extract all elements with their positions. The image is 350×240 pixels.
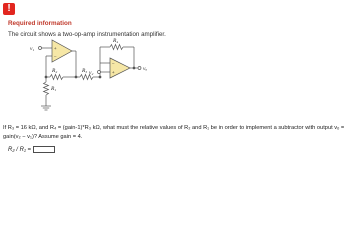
resistor-r2 <box>50 75 63 80</box>
opamp1-plus-sign: + <box>53 47 57 52</box>
v1-terminal <box>39 47 42 50</box>
intro-text: The circuit shows a two-op-amp instrumentation amplifier. <box>8 31 166 38</box>
opamp1-minus-sign: − <box>53 55 57 60</box>
alert-icon: ! <box>3 3 15 15</box>
r3-label: R₃ <box>82 68 88 74</box>
opamp2-minus-sign: − <box>111 62 115 67</box>
circuit-diagram <box>0 36 150 122</box>
opamp2-plus-sign: + <box>111 71 115 76</box>
r2-label: R₂ <box>52 68 58 74</box>
answer-input[interactable] <box>33 146 55 153</box>
v2-terminal <box>98 71 101 74</box>
r4-label: R₄ <box>113 38 119 44</box>
v1-label: v₁ <box>30 46 35 52</box>
ground-icon <box>41 106 51 110</box>
node-output <box>133 67 135 69</box>
vo-label: vₒ <box>143 66 148 72</box>
question-text: If R₃ = 16 kΩ, and R₄ = (gain-1)*R₃ kΩ, what must the relative values of R₂ and R₁ be in order to implement a subtractor with output vₒ = gain(v₂ − v₁)? Assume gain = 4. <box>3 125 345 140</box>
r1-label: R₁ <box>51 86 57 92</box>
v2-label: v₂ <box>89 70 94 76</box>
answer-label: R₂ / R₁ = <box>8 146 32 153</box>
section-title: Required information <box>8 20 72 27</box>
resistor-r1 <box>44 82 49 95</box>
answer-row <box>8 146 55 153</box>
vo-terminal <box>138 67 141 70</box>
resistor-r4 <box>110 45 123 50</box>
